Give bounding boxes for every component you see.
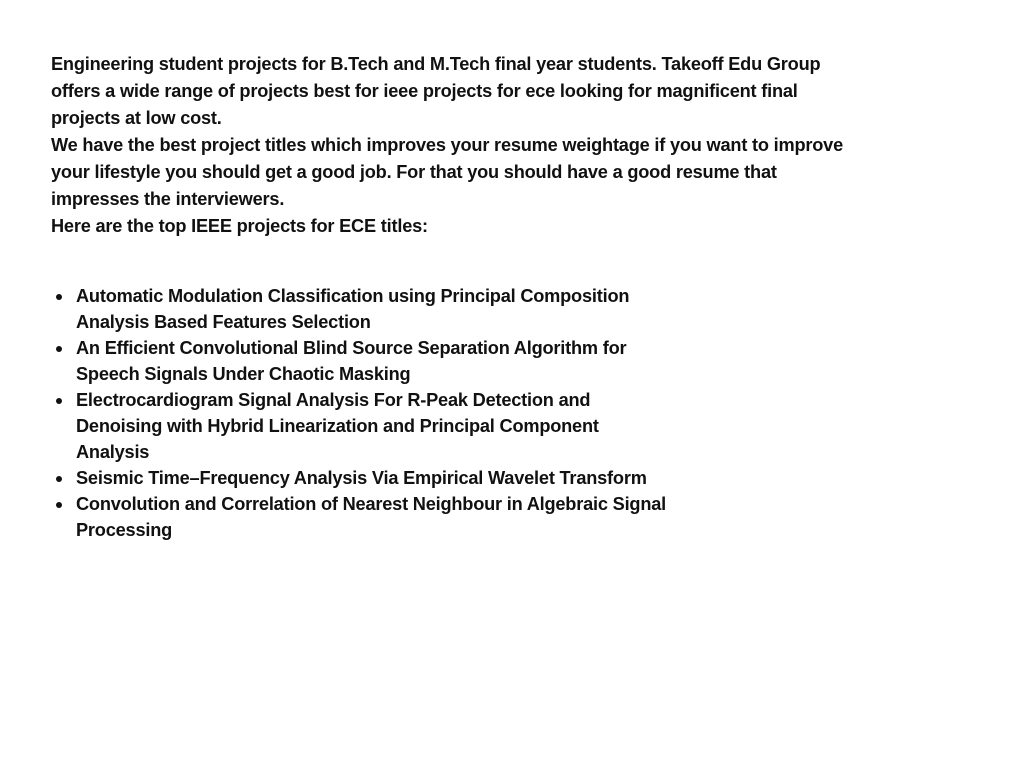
list-item [76, 465, 686, 491]
list-item [76, 491, 686, 543]
list-item-text: Convolution and Correlation of Nearest Neighbour in Algebraic Signal Processing [76, 494, 667, 540]
intro-paragraph: We have the best project titles which improves your resume weightage if you want to improve your lifestyle you should get a good job. For that you should have a good resume that impresses the interviewers. [51, 135, 844, 209]
intro-paragraph: Here are the top IEEE projects for ECE titles: [51, 216, 428, 236]
list-item [76, 387, 616, 465]
bullet-icon [56, 502, 62, 508]
project-titles-list [51, 283, 716, 543]
intro-section [51, 51, 856, 240]
intro-paragraph: Engineering student projects for B.Tech and M.Tech final year students. Takeoff Edu Group offers a wide range of projects best for ieee projects for ece looking for magnificent final projects at low cost. [51, 54, 821, 128]
bullet-icon [56, 294, 62, 300]
list-item-text: Automatic Modulation Classification using Principal Composition Analysis Based Features Selection [76, 286, 630, 332]
list-item-text: An Efficient Convolutional Blind Source Separation Algorithm for Speech Signals Under Chaotic Masking [76, 338, 627, 384]
bullet-icon [56, 346, 62, 352]
list-item [76, 283, 636, 335]
list-item-text: Electrocardiogram Signal Analysis For R-Peak Detection and Denoising with Hybrid Linearization and Principal Component Analysis [76, 390, 599, 462]
bullet-icon [56, 398, 62, 404]
bullet-icon [56, 476, 62, 482]
list-item [76, 335, 636, 387]
list-item-text: Seismic Time–Frequency Analysis Via Empirical Wavelet Transform [76, 468, 647, 488]
